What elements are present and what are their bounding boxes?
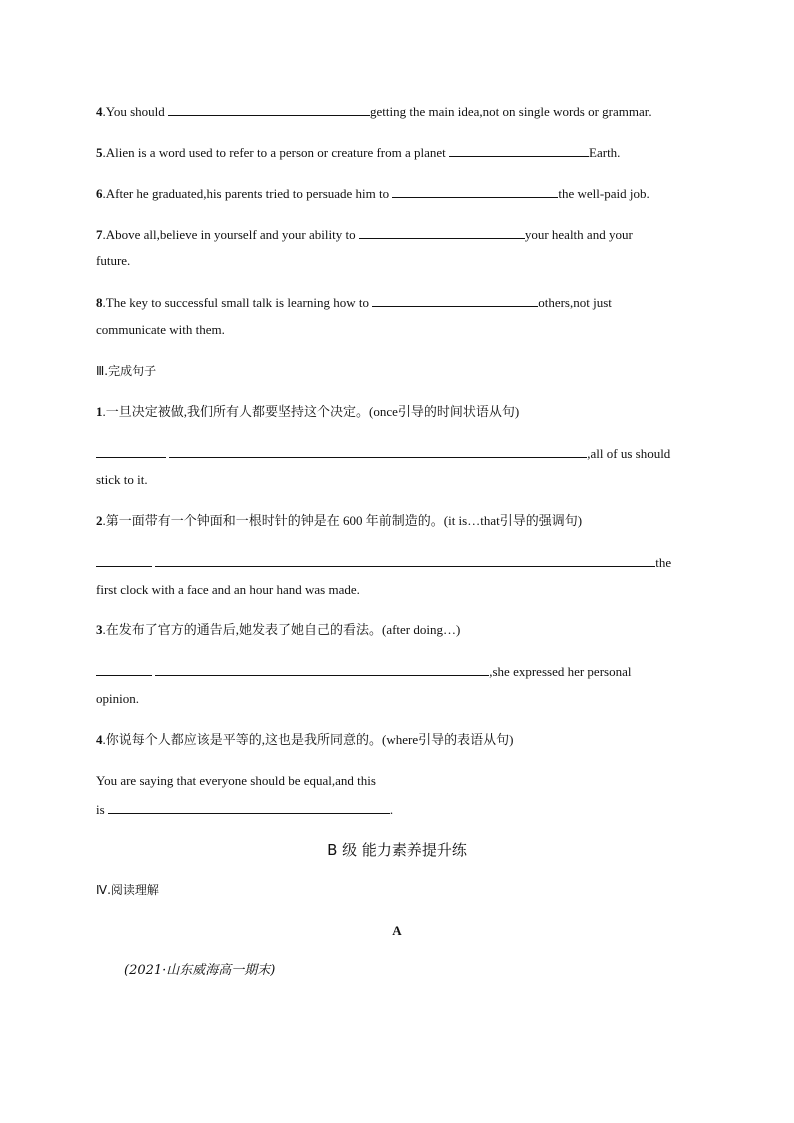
answer-blank[interactable] (168, 103, 370, 116)
question-number: 6 (96, 186, 103, 201)
sentence-prompt-text: .第一面带有一个钟面和一根时针的钟是在 600 年前制造的。(it is…that引导的强调句) (102, 513, 583, 528)
sentence-text: is (96, 802, 108, 817)
answer-blank[interactable] (108, 801, 390, 814)
answer-blank[interactable] (155, 663, 489, 676)
question-8-continuation: communicate with them. (96, 322, 225, 337)
question-text: getting the main idea,not on single words or grammar. (370, 104, 652, 119)
sentence-1-answer (96, 445, 670, 462)
question-text: .Above all,believe in yourself and your ability to (102, 227, 359, 242)
section-title-complete-sentences: Ⅲ.完成句子 (96, 364, 157, 378)
question-5 (96, 144, 620, 161)
answer-blank[interactable] (96, 554, 152, 567)
sentence-text: the (655, 555, 672, 570)
section-title-reading: Ⅳ.阅读理解 (96, 883, 159, 897)
question-number: 7 (96, 227, 103, 242)
sentence-3-continuation: opinion. (96, 691, 139, 706)
question-8 (96, 294, 612, 311)
sentence-number: 4 (96, 732, 103, 747)
answer-blank[interactable] (169, 445, 587, 458)
sentence-1-continuation: stick to it. (96, 472, 148, 487)
question-number: 5 (96, 145, 103, 160)
sentence-2-prompt (96, 513, 582, 529)
passage-label: A (392, 923, 402, 938)
question-number: 8 (96, 295, 103, 310)
question-text: .You should (102, 104, 169, 119)
question-text: .Alien is a word used to refer to a person or creature from a planet (102, 145, 450, 160)
sentence-prompt-text: .你说每个人都应该是平等的,这也是我所同意的。(where引导的表语从句) (102, 732, 514, 747)
question-text: your health and your (524, 227, 633, 242)
answer-blank[interactable] (392, 185, 558, 198)
sentence-number: 2 (96, 513, 103, 528)
sentence-text: . (389, 802, 394, 817)
answer-blank[interactable] (372, 294, 538, 307)
sentence-3-prompt (96, 622, 460, 638)
answer-blank[interactable] (96, 445, 166, 458)
sentence-prompt-text: .一旦决定被做,我们所有人都要坚持这个决定。(once引导的时间状语从句) (102, 404, 520, 419)
question-6 (96, 185, 650, 202)
sentence-text: ,she expressed her personal (489, 664, 632, 679)
sentence-4-line-1: You are saying that everyone should be equal,and this (96, 773, 376, 788)
question-7 (96, 226, 633, 243)
level-b-heading: B 级 能力素养提升练 (327, 841, 467, 859)
sentence-1-prompt (96, 404, 519, 420)
sentence-4-line-2 (96, 801, 393, 818)
sentence-text: ,all of us should (587, 446, 671, 461)
question-4 (96, 103, 652, 120)
sentence-number: 3 (96, 622, 103, 637)
sentence-4-prompt (96, 732, 513, 748)
answer-blank[interactable] (155, 554, 655, 567)
sentence-3-answer (96, 663, 631, 680)
question-text: the well-paid job. (558, 186, 650, 201)
sentence-2-continuation: first clock with a face and an hour hand was made. (96, 582, 360, 597)
sentence-prompt-text: .在发布了官方的通告后,她发表了她自己的看法。(after doing…) (102, 622, 461, 637)
passage-source: (2021·山东威海高一期末) (124, 963, 276, 978)
question-text: others,not just (538, 295, 612, 310)
question-7-continuation: future. (96, 253, 131, 268)
question-text: Earth. (589, 145, 621, 160)
question-text: .The key to successful small talk is learning how to (102, 295, 373, 310)
question-text: .After he graduated,his parents tried to persuade him to (102, 186, 393, 201)
answer-blank[interactable] (449, 144, 589, 157)
answer-blank[interactable] (96, 663, 152, 676)
sentence-2-answer (96, 554, 671, 571)
sentence-number: 1 (96, 404, 103, 419)
answer-blank[interactable] (359, 226, 525, 239)
question-number: 4 (96, 104, 103, 119)
